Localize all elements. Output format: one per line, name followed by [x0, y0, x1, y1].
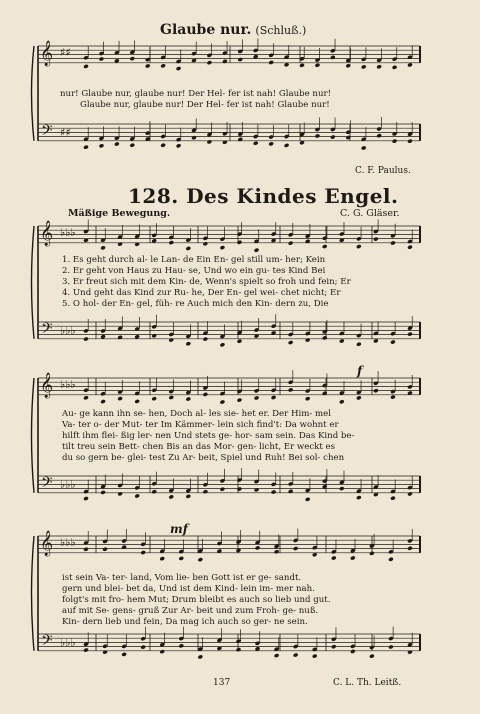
treble-clef: 𝄞 [40, 531, 54, 556]
system-2-treble-notehead [185, 397, 191, 402]
system-top-bass-notehead [237, 137, 243, 142]
system-3-treble-notehead [159, 556, 165, 561]
system-top-treble-notehead [99, 56, 105, 61]
system-3-bass-notehead [312, 654, 318, 659]
system3-verse-4: auf mit Se- gens- gruß Zur Ar- beit und zum Froh- ge- nuß. [62, 606, 319, 616]
section-subtitle: (Schluß.) [255, 24, 307, 37]
system-1-bass-notehead [168, 338, 174, 343]
bass-clef: 𝄢 [41, 474, 53, 495]
system-2-treble-notehead [373, 388, 379, 393]
system-3-bass-notehead [407, 650, 413, 655]
system-top-bass-notehead [315, 133, 321, 138]
system-3-treble-notehead [369, 551, 375, 556]
dynamic-mezzoforte: mf [170, 522, 188, 536]
system-2-bass-notehead [305, 497, 311, 502]
system2-verse-3: hilft ihm flei- ßig ler- nen Und stets ge- hor- sam sein. Das Kind be- [62, 431, 355, 441]
bass-clef: 𝄢 [41, 122, 53, 143]
system-top-treble-notehead [237, 57, 243, 62]
system-1-bass-notehead [202, 337, 208, 342]
system-1-treble-notehead [237, 240, 243, 245]
page-number: 137 [213, 678, 231, 688]
system-top-bass-notehead [160, 143, 166, 148]
system-3-bass-notehead [178, 643, 184, 648]
system2-verse-5: du so gern be- glei- test Zu Ar- beit, Spiel und Ruh! Bei sol- chen [62, 453, 345, 463]
system-top-treble-notehead [129, 56, 135, 61]
system-3-treble-notehead [83, 547, 89, 552]
system-3-treble-notehead [293, 546, 299, 551]
system-2-key-signature: ♭♭♭ [60, 478, 76, 491]
system-3-bass-notehead [274, 653, 280, 658]
system-3-bass-notehead [121, 652, 127, 657]
system-top-treble-notehead [392, 65, 398, 70]
system-top-bass-notehead [392, 139, 398, 144]
system-3-treble-notehead [197, 557, 203, 562]
system-top-bass-notehead [284, 143, 290, 148]
system-1-treble-notehead [168, 240, 174, 245]
bass-clef: 𝄢 [41, 632, 53, 653]
system-1-treble-notehead [373, 237, 379, 242]
system-1-bass-notehead [220, 342, 226, 347]
system-top-key-signature: ♯♯ [60, 46, 71, 59]
system-3-treble-notehead [331, 556, 337, 561]
system-2-bass-notehead [271, 490, 277, 495]
system-2-treble-notehead [117, 396, 123, 401]
system-top-bass-notehead [99, 143, 105, 148]
system-1-bass-notehead [237, 339, 243, 344]
system-3-bass-notehead [197, 654, 203, 659]
hymn-number: 128. [128, 184, 179, 208]
system-2-key-signature: ♭♭♭ [60, 378, 76, 391]
system-top-bass-notehead [407, 139, 413, 144]
system-2-bass-notehead [339, 486, 345, 491]
system-3-bass-notehead [236, 647, 242, 652]
section1-lyric-line-2: Glaube nur, glaube nur! Der Hel- fer ist nah! Glaube nur! [80, 100, 330, 110]
system-3-bass-notehead [369, 654, 375, 659]
system-1-treble-notehead [390, 240, 396, 245]
system-2-bass-notehead [83, 496, 89, 501]
system-1-treble-notehead [322, 244, 328, 249]
system-2-treble-notehead [134, 399, 140, 404]
system-1-bass-notehead [339, 339, 345, 344]
system-2-treble-notehead [100, 399, 106, 404]
system-top-bass-notehead [191, 135, 197, 140]
system-3-treble-notehead [274, 549, 280, 554]
system-1-treble-notehead [202, 241, 208, 246]
system-3-bass-notehead [102, 650, 108, 655]
system-2-bass-notehead [390, 496, 396, 501]
system-top-treble-notehead [315, 63, 321, 68]
system-top-treble-notehead [345, 63, 351, 68]
system-top-bass-notehead [268, 141, 274, 146]
treble-clef: 𝄞 [40, 221, 54, 246]
system-3-bass-notehead [83, 648, 89, 653]
system-top-bass-notehead [207, 139, 213, 144]
system-3-treble-notehead [102, 547, 108, 552]
system1-verse-5: 5. O hol- der En- gel, füh- re Auch mich den Kin- dern zu, Die [62, 299, 329, 309]
section-title-text: Glaube nur. [160, 22, 252, 38]
system-3-treble-notehead [178, 556, 184, 561]
system-1-bass-notehead [407, 332, 413, 337]
system-3-key-signature: ♭♭♭ [60, 636, 76, 649]
system-1-treble-notehead [407, 245, 413, 250]
hymn-heading [128, 184, 399, 208]
system-1-brace [32, 226, 35, 339]
system-top-treble-notehead [145, 63, 151, 68]
system1-verse-4: 4. Und geht das Kind zur Ru- he, Der En- gel wei- chet nicht; Er [62, 288, 341, 298]
system-3-bass-notehead [140, 645, 146, 650]
system-top-bass-notehead [176, 143, 182, 148]
system-1-treble-notehead [100, 245, 106, 250]
system-1-bass-notehead [288, 340, 294, 345]
system-2-bass-notehead [100, 490, 106, 495]
system-1-treble-notehead [185, 246, 191, 251]
system-top-treble-notehead [376, 64, 382, 69]
hymn-title: Des Kindes Engel. [186, 184, 399, 208]
tempo-marking: Mäßige Bewegung. [68, 208, 171, 219]
system-2-treble-notehead [220, 400, 226, 405]
section1-lyric-line-1: nur! Glaube nur, glaube nur! Der Hel- fer ist nah! Glaube nur! [60, 89, 332, 99]
system-2-bass-notehead [237, 487, 243, 492]
system-top-brace [32, 46, 35, 141]
system-3-treble-notehead [388, 557, 394, 562]
system-2-bass-notehead [202, 489, 208, 494]
system-1-bass-notehead [83, 337, 89, 342]
system-3-treble-notehead [350, 556, 356, 561]
system-1-bass-notehead [185, 341, 191, 346]
system-3-bass-notehead [159, 649, 165, 654]
system2-verse-2: Va- ter o- der Mut- ter Im Kämmer- lein sich find't: Da wohnt er [62, 420, 339, 430]
system-top-treble-notehead [207, 60, 213, 65]
system-2-bass-notehead [356, 495, 362, 500]
system-1-key-signature: ♭♭♭ [60, 324, 76, 337]
system-1-treble-notehead [254, 248, 260, 253]
system-2-treble-notehead [271, 395, 277, 400]
system-3-brace [32, 536, 35, 651]
system-1-treble-notehead [356, 244, 362, 249]
system-1-bass-notehead [356, 342, 362, 347]
system-1-bass-notehead [305, 337, 311, 342]
system-2-brace [32, 378, 35, 493]
system-top-bass-notehead [361, 145, 367, 150]
system-2-treble-notehead [356, 395, 362, 400]
system-3-treble-notehead [407, 546, 413, 551]
system-top-treble-notehead [330, 55, 336, 60]
dynamic-forte: f [357, 364, 363, 378]
system-2-treble-notehead [168, 395, 174, 400]
bass-clef: 𝄢 [41, 320, 53, 341]
system-2-bass-notehead [134, 493, 140, 498]
system-2-treble-notehead [151, 396, 157, 401]
system-1-bass-notehead [151, 333, 157, 338]
system-top-treble-notehead [407, 62, 413, 67]
system-3-bass-notehead [293, 653, 299, 658]
system-top-bass-notehead [129, 143, 135, 148]
system-2-treble-notehead [390, 395, 396, 400]
system-1-treble-notehead [288, 241, 294, 246]
system-top-bass-notehead [114, 142, 120, 147]
system2-verse-1: Au- ge kann ihn se- hen, Doch al- les sie- het er. Der Him- mel [62, 409, 331, 419]
system-2-treble-notehead [305, 396, 311, 401]
system-1-bass-notehead [390, 340, 396, 345]
system-top-treble-notehead [160, 63, 166, 68]
system-2-bass-notehead [254, 487, 260, 492]
system-1-key-signature: ♭♭♭ [60, 226, 76, 239]
system2-verse-4: tilt treu sein Bett- chen Bis an das Mor- gen- licht, Er weckt es [62, 442, 336, 452]
system-top-bass-notehead [83, 145, 89, 150]
system3-verse-2: gern und blei- bet da, Und ist dem Kind- lein im- mer nah. [62, 584, 315, 594]
system-2-bass-notehead [168, 494, 174, 499]
system-2-bass-notehead [151, 489, 157, 494]
system-1-treble-notehead [117, 242, 123, 247]
system-top-bass-notehead [376, 133, 382, 138]
system-3-bass-notehead [350, 649, 356, 654]
system3-verse-1: ist sein Va- ter- land, Vom lie- ben Gott ist er ge- sandt. [62, 573, 302, 583]
system-3-treble-notehead [255, 545, 261, 550]
system-2-bass-notehead [220, 487, 226, 492]
system-3-treble-notehead [140, 550, 146, 555]
system1-verse-1: 1. Es geht durch al- le Lan- de Ein En- gel still um- her; Kein [62, 255, 326, 265]
system-top-treble-notehead [268, 60, 274, 65]
system-2-bass-notehead [117, 491, 123, 496]
system-top-treble-notehead [176, 66, 182, 71]
composer: C. G. Gläser. [340, 208, 400, 219]
system-top-treble-notehead [361, 64, 367, 69]
treble-clef: 𝄞 [40, 373, 54, 398]
system-top-bass-notehead [253, 141, 259, 146]
system-3-key-signature: ♭♭♭ [60, 536, 76, 549]
system3-verse-5: Kin- dern lieb und fein, Da mag ich auch so ger- ne sein. [62, 617, 308, 627]
system-top-treble-notehead [299, 63, 305, 68]
system-2-treble-notehead [202, 392, 208, 397]
system-1-bass-notehead [322, 335, 328, 340]
system-2-bass-notehead [407, 491, 413, 496]
system1-verse-3: 3. Er freut sich mit dem Kin- de, Wenn's spielt so froh und fein; Er [62, 277, 351, 287]
system-3-bass-notehead [388, 644, 394, 649]
system-top-key-signature: ♯♯ [60, 126, 71, 139]
treble-clef: 𝄞 [40, 41, 54, 66]
system-top-treble-notehead [83, 64, 89, 69]
system-1-treble-notehead [220, 245, 226, 250]
footer-credit: C. L. Th. Leitß. [333, 678, 402, 688]
system-2-bass-notehead [185, 494, 191, 499]
system-2-treble-notehead [83, 395, 89, 400]
system-2-treble-notehead [288, 387, 294, 392]
system1-verse-2: 2. Er geht von Haus zu Hau- se, Und wo ein gu- tes Kind Bei [62, 266, 326, 276]
system3-verse-3: folgt's mit fro- hem Mut; Drum bleibt es auch so lieb und gut. [62, 595, 331, 605]
system-2-treble-notehead [237, 398, 243, 403]
system-top-bass-notehead [330, 135, 336, 140]
system-2-treble-notehead [254, 395, 260, 400]
section1-author: C. F. Paulus. [355, 166, 411, 176]
system-3-bass-notehead [331, 644, 337, 649]
system-2-treble-notehead [339, 399, 345, 404]
